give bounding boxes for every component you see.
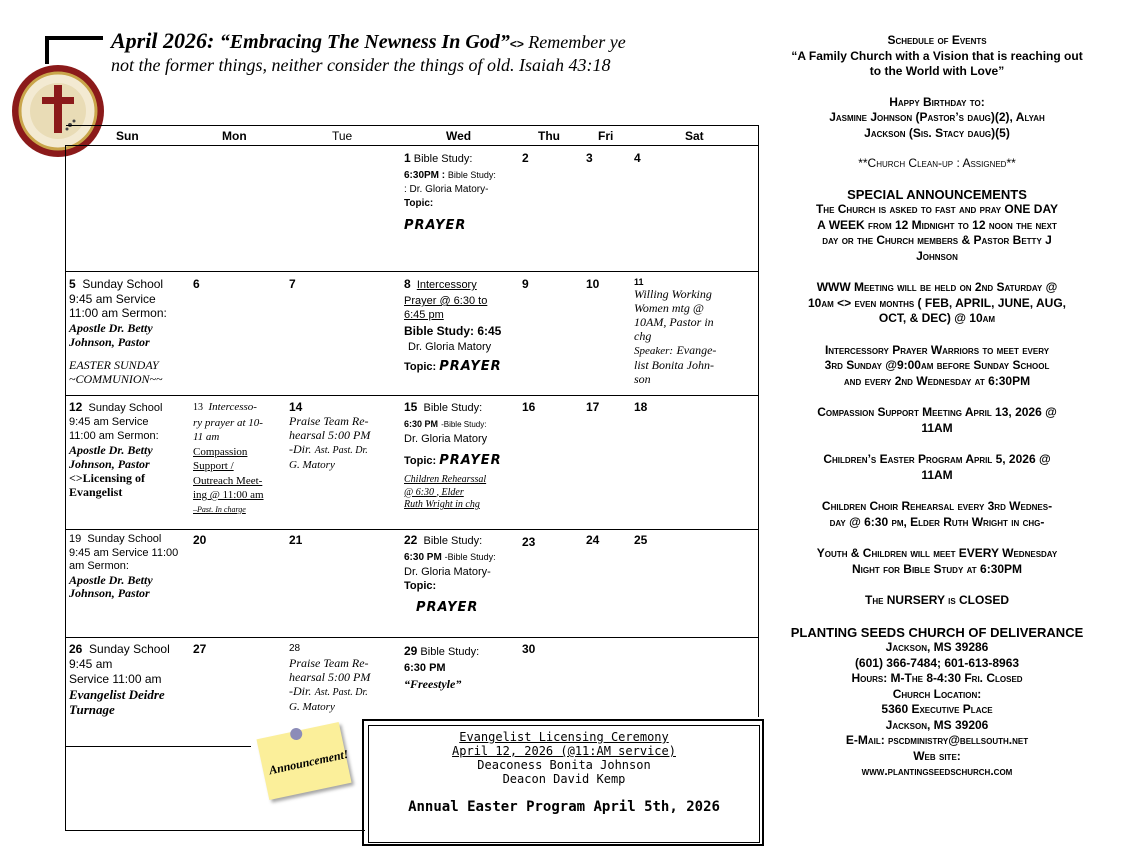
calendar-day-26: 26 Sunday School 9:45 am Service 11:00 am Evangelist Deidre Turnage bbox=[69, 642, 170, 717]
page-title: April 2026: “Embracing The Newness In God”<> Remember ye bbox=[111, 28, 626, 53]
calendar-day-13: 13 Intercesso- ry prayer at 10- 11 am Compassion Support / Outreach Meet- ing @ 11:00 am –Past. In charge bbox=[193, 401, 264, 514]
calendar-day-8: 8 Intercessory Prayer @ 6:30 to 6:45 pm Bible Study: 6:45 Dr. Gloria Matory Topic: PRAYER bbox=[404, 277, 502, 374]
calendar-day-17: 17 bbox=[586, 400, 600, 414]
day-header-thu: Thu bbox=[538, 129, 560, 143]
calendar-day-28: 28 Praise Team Re- hearsal 5:00 PM -Dir. Ast. Past. Dr. G. Matory bbox=[289, 643, 371, 713]
sidebar: Schedule of Events “A Family Church with a Vision that is reaching out to the World with Love” Happy Birthday to: Jasmine Johnson (Pastor’s daug)(2), Alyah Jackson (Sis. Stacy daug)(5) **Church Clean-up : Assigned** SPECIAL ANNOUNCEMENTS The Church is asked to fast and pray ONE DAY A WEEK from 12 Midnight to 12 noon the next day or the Church members & Pastor Betty J Johnson WWW Meeting will be held on 2nd Saturday @ 10am <> even months ( FEB, APRIL, JUNE, AUG, OCT, & DEC) @ 10am Intercessory Prayer Warriors to meet every 3rd Sunday @9:00am before Sunday School and every 2nd Wednesday at 6:30PM Compassion Support Meeting April 13, 2026 @ 11AM Children’s Easter Program April 5, 2026 @ 11AM Children Choir Rehearsal every 3rd Wednes- day @ 6:30 pm, Elder Ruth Wright in chg- Youth & Children will meet EVERY Wednesday Night for Bible Study at 6:30PM The NURSERY is CLOSED PLANTING SEEDS CHURCH OF DELIVERANCE Jackson, MS 39286 (601) 366-7484; 601-613-8963 Hours: M-The 8-4:30 Fri. Closed Church Location: 5360 Executive Place Jackson, MS 39206 E-Mail: pscdministry@bellsouth.net Web site: www.plantingseedschurch.com bbox=[762, 33, 1112, 780]
calendar-day-2: 2 bbox=[522, 151, 529, 165]
scripture-verse: not the former things, neither consider the things of old. Isaiah 43:18 bbox=[111, 55, 611, 75]
calendar-day-18: 18 bbox=[634, 400, 648, 414]
corner-bracket-left bbox=[45, 36, 49, 64]
calendar-day-4: 4 bbox=[634, 151, 641, 165]
calendar-day-22: 22 Bible Study: 6:30 PM -Bible Study: Dr. Gloria Matory- Topic: PRAYER bbox=[404, 533, 496, 615]
announcement-box: Evangelist Licensing Ceremony April 12, 2026 (@11:AM service) Deaconess Bonita Johnson Deacon David Kemp Annual Easter Program April 5th, 2026 bbox=[368, 725, 760, 843]
grid-right bbox=[758, 125, 759, 717]
grid-left bbox=[65, 145, 66, 831]
day-header-sun: Sun bbox=[116, 129, 139, 143]
grid-bottom-left bbox=[65, 830, 365, 831]
calendar-day-10: 10 bbox=[586, 277, 600, 291]
calendar-day-25: 25 bbox=[634, 533, 648, 547]
month-title: April 2026 bbox=[111, 28, 207, 53]
day-header-tue: Tue bbox=[332, 129, 353, 143]
calendar-day-7: 7 bbox=[289, 277, 296, 291]
day-header-wed: Wed bbox=[446, 129, 472, 143]
theme-title: “Embracing The Newness In God” bbox=[219, 31, 510, 53]
calendar-day-16: 16 bbox=[522, 400, 536, 414]
calendar-day-6: 6 bbox=[193, 277, 200, 291]
email-address[interactable]: E-Mail: pscdministry@bellsouth.net bbox=[845, 733, 1029, 747]
calendar-day-11: 11 Willing Working Women mtg @ 10AM, Pastor in chg Speaker: Evange- list Bonita John- son bbox=[634, 277, 717, 386]
calendar-day-27: 27 bbox=[193, 642, 207, 656]
calendar-day-30: 30 bbox=[522, 642, 536, 656]
website-link[interactable]: www.plantingseedschurch.com bbox=[861, 764, 1013, 778]
sidebar-heading: Schedule of Events bbox=[887, 33, 987, 47]
calendar-day-20: 20 bbox=[193, 533, 207, 547]
calendar-day-23: 23 bbox=[522, 535, 536, 549]
calendar-day-19: 19 Sunday School 9:45 am Service 11:00 am Sermon: Apostle Dr. Betty Johnson, Pastor bbox=[69, 533, 179, 600]
day-header-sat: Sat bbox=[685, 129, 704, 143]
calendar-day-14: 14 Praise Team Re- hearsal 5:00 PM -Dir. Ast. Past. Dr. G. Matory bbox=[289, 400, 371, 471]
grid-top bbox=[66, 125, 759, 126]
pushpin-icon bbox=[289, 727, 303, 741]
calendar-day-24: 24 bbox=[586, 533, 600, 547]
corner-bracket-top bbox=[45, 36, 103, 40]
day-header-fri: Fri bbox=[598, 129, 614, 143]
calendar-day-5: 5 Sunday School 9:45 am Service 11:00 am Sermon: Apostle Dr. Betty Johnson, Pastor EASTER SUNDAY ~COMMUNION~~ bbox=[69, 277, 167, 386]
calendar-day-9: 9 bbox=[522, 277, 529, 291]
day-header-mon: Mon bbox=[222, 129, 247, 143]
calendar-day-12: 12 Sunday School 9:45 am Service 11:00 am Sermon: Apostle Dr. Betty Johnson, Pastor <>Licensing of Evangelist bbox=[69, 400, 163, 499]
calendar-day-1: 1 Bible Study: 6:30PM : Bible Study: : Dr. Gloria Matory- Topic: PRAYER bbox=[404, 151, 496, 233]
calendar-day-3: 3 bbox=[586, 151, 593, 165]
calendar-day-15: 15 Bible Study: 6:30 PM -Bible Study: Dr. Gloria Matory Topic: PRAYER Children Rehearssal @ 6:30 , Elder Ruth Wright in chg bbox=[404, 400, 502, 510]
announcement-sticky-note: Announcement! bbox=[256, 722, 351, 800]
header-row-divider bbox=[66, 145, 759, 146]
calendar-day-21: 21 bbox=[289, 533, 303, 547]
calendar-day-29: 29 Bible Study: 6:30 PM “Freestyle” bbox=[404, 644, 480, 691]
